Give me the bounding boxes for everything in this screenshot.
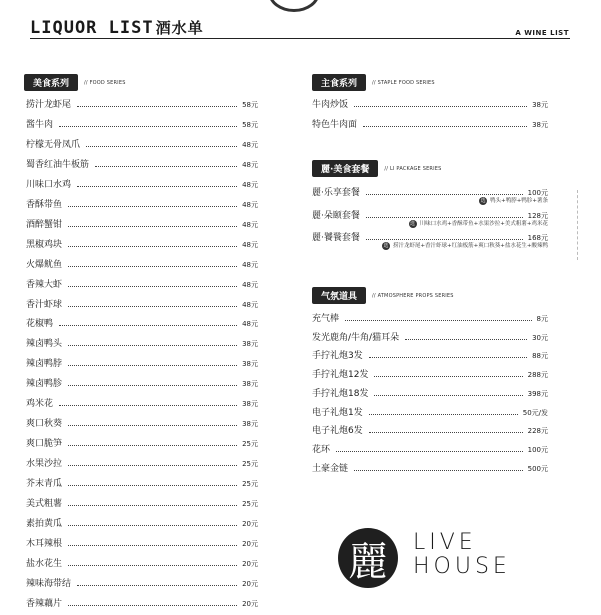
menu-item: [26, 376, 258, 389]
section-label: 主食系列: [312, 74, 366, 91]
select-badge-icon: 选: [480, 197, 486, 204]
menu-item: [312, 330, 548, 343]
menu-item: [312, 442, 548, 455]
item-name: 发光鹿角/牛角/猫耳朵: [312, 332, 400, 343]
item-price: 500元: [527, 464, 548, 473]
item-price: 48元: [242, 320, 258, 329]
menu-item: [312, 97, 548, 110]
dot-leader: [68, 525, 237, 526]
package-note: [479, 196, 548, 205]
item-price: 58元: [242, 101, 258, 109]
menu-item: [26, 217, 258, 230]
side-divider: [577, 190, 578, 260]
dot-leader: [374, 395, 522, 396]
menu-item: [26, 177, 258, 190]
dot-leader: [77, 106, 237, 107]
dot-leader: [68, 266, 237, 267]
menu-item: [26, 456, 258, 469]
dot-leader: [366, 239, 523, 240]
item-price: 48元: [242, 240, 258, 249]
dot-leader: [95, 166, 237, 167]
logo-text-house: HOUSE: [413, 554, 511, 579]
item-price: 48元: [242, 260, 258, 269]
menu-item: [26, 356, 258, 369]
dot-leader: [68, 445, 237, 446]
menu-item: [26, 117, 258, 130]
item-price: 38元: [532, 121, 548, 129]
item-name: 芥末青瓜: [26, 479, 63, 490]
item-name: 手拧礼炮18发: [312, 388, 369, 399]
item-name: 爽口脆笋: [26, 439, 63, 450]
menu-item: [26, 257, 258, 270]
dot-leader: [86, 146, 237, 147]
item-name: 手拧礼炮12发: [312, 370, 369, 381]
dot-leader: [68, 306, 237, 307]
dot-leader: [59, 405, 237, 406]
package-section-header: [312, 160, 442, 177]
section-sub: // LI PACKAGE SERIES: [384, 165, 442, 172]
note-text: 鸭头+鸭脖+鸭胗+薯条: [490, 198, 548, 204]
item-price: 30元: [532, 333, 548, 342]
item-price: 48元: [242, 140, 258, 149]
menu-item: [26, 316, 258, 329]
package-note: [382, 241, 548, 250]
item-price: 25元: [242, 500, 258, 508]
item-price: 20元: [242, 559, 258, 568]
menu-item: [312, 461, 548, 474]
logo-text-live: LIVE: [413, 530, 477, 555]
note-text: 川味口水鸡+香酥带鱼+水果沙拉+美式粗薯+鸡米花: [419, 221, 548, 227]
item-price: 58元: [242, 120, 258, 129]
menu-item: [312, 117, 548, 130]
item-price: 20元: [242, 519, 258, 528]
item-name: 水果沙拉: [26, 459, 63, 470]
item-name: 土豪金链: [312, 463, 349, 474]
item-name: 特色牛肉面: [312, 120, 358, 130]
dot-leader: [68, 385, 237, 386]
dot-leader: [68, 226, 237, 227]
item-price: 48元: [242, 160, 258, 169]
dot-leader: [68, 605, 237, 606]
item-price: 100元: [527, 445, 548, 454]
item-name: 香汁虾球: [26, 299, 63, 310]
dot-leader: [354, 106, 527, 107]
item-name: 爽口秋葵: [26, 419, 63, 430]
item-price: 38元: [242, 420, 258, 429]
dot-leader: [374, 376, 522, 377]
item-price: 168元: [527, 234, 548, 242]
item-name: 素拍黄瓜: [26, 518, 63, 529]
item-name: 花椒鸭: [26, 319, 54, 330]
menu-item: [312, 348, 548, 361]
item-price: 38元: [532, 101, 548, 109]
page-title: [30, 17, 204, 38]
dot-leader: [68, 465, 237, 466]
menu-item: [26, 556, 258, 569]
item-price: 128元: [527, 212, 548, 220]
item-name: 香酥带鱼: [26, 199, 63, 210]
item-name: 美式粗薯: [26, 499, 63, 509]
section-sub: // FOOD SERIES: [84, 79, 126, 86]
item-name: 黑椒鸡块: [26, 239, 63, 250]
item-name: 盐水花生: [26, 558, 63, 569]
item-price: 48元: [242, 220, 258, 229]
item-name: 手拧礼炮3发: [312, 351, 363, 362]
dot-leader: [369, 432, 523, 433]
item-price: 288元: [527, 371, 548, 380]
item-name: 火爆鱿鱼: [26, 259, 63, 270]
select-badge-icon: 选: [383, 242, 389, 249]
item-price: 100元: [527, 189, 548, 197]
item-price: 48元: [242, 180, 258, 189]
dot-leader: [59, 325, 237, 326]
select-badge-icon: 选: [410, 220, 416, 227]
menu-item: [26, 237, 258, 250]
item-name: 牛肉炒饭: [312, 100, 349, 110]
note-text: 捞汁龙虾尾+香汁虾球+红油板筋+爽口秋葵+盐水花生+酸辣鸭: [392, 243, 548, 249]
item-name: 电子礼炮6发: [312, 426, 363, 437]
item-name: 麗·朵颐套餐: [312, 211, 360, 221]
item-name: 辣卤鸭头: [26, 339, 63, 350]
dot-leader: [68, 505, 237, 506]
menu-item: [26, 496, 258, 509]
item-name: 木耳辣根: [26, 538, 63, 549]
menu-item: [26, 576, 258, 589]
item-name: 辣味海带结: [26, 578, 72, 589]
item-name: 电子礼炮1发: [312, 407, 363, 418]
menu-item: [26, 137, 258, 150]
item-price: 20元: [242, 539, 258, 548]
item-name: 充气棒: [312, 314, 340, 324]
item-name: 蜀香红油牛板筋: [26, 159, 90, 170]
item-name: 辣卤鸭脖: [26, 359, 63, 370]
item-name: 麗·饕餮套餐: [312, 233, 360, 243]
dot-leader: [363, 126, 527, 127]
top-arc-decoration: [268, 0, 320, 12]
dot-leader: [77, 585, 237, 586]
dot-leader: [68, 425, 237, 426]
menu-item: [26, 516, 258, 529]
item-price: 398元: [527, 389, 548, 398]
logo-glyph: 麗: [348, 538, 388, 585]
menu-item: [26, 476, 258, 489]
section-label: 气氛道具: [312, 287, 366, 304]
dot-leader: [59, 126, 237, 127]
dot-leader: [366, 194, 523, 195]
menu-item: [26, 336, 258, 349]
menu-item: [26, 596, 258, 609]
item-price: 48元: [242, 200, 258, 209]
section-sub: // STAPLE FOOD SERIES: [372, 79, 435, 86]
dot-leader: [68, 545, 237, 546]
header-divider: [30, 38, 570, 39]
props-section-header: [312, 287, 454, 304]
item-name: 花环: [312, 444, 331, 455]
title-zh: 酒水单: [155, 19, 204, 37]
dot-leader: [68, 206, 237, 207]
item-price: 38元: [242, 360, 258, 369]
menu-item: [312, 367, 548, 380]
menu-item: [26, 297, 258, 310]
staple-section-header: [312, 74, 435, 91]
item-price: 38元: [242, 400, 258, 409]
package-note: [409, 219, 548, 228]
title-en: LIQUOR LIST: [30, 18, 154, 38]
dot-leader: [68, 286, 237, 287]
dot-leader: [68, 246, 237, 247]
item-price: 228元: [527, 427, 548, 436]
item-price: 25元: [242, 460, 258, 469]
section-label: 麗·美食套餐: [312, 160, 378, 177]
menu-item: [26, 277, 258, 290]
dot-leader: [369, 414, 518, 415]
menu-item: [26, 536, 258, 549]
item-price: 48元: [242, 300, 258, 309]
menu-item: [312, 423, 548, 436]
menu-item: [26, 416, 258, 429]
item-price: 20元: [242, 599, 258, 608]
dot-leader: [68, 345, 237, 346]
menu-item: [312, 311, 548, 324]
section-label: 美食系列: [24, 74, 78, 91]
dot-leader: [68, 565, 237, 566]
item-name: 酱牛肉: [26, 119, 54, 130]
item-name: 鸡米花: [26, 399, 54, 410]
menu-item: [26, 157, 258, 170]
item-price: 48元: [242, 280, 258, 289]
item-price: 20元: [242, 579, 258, 588]
menu-item: [312, 386, 548, 399]
item-price: 25元: [242, 440, 258, 449]
item-name: 香辣大虾: [26, 279, 63, 290]
menu-item: [26, 436, 258, 449]
item-name: 麗·乐享套餐: [312, 188, 360, 198]
dot-leader: [354, 470, 523, 471]
header-tag: A WINE LIST: [515, 29, 569, 37]
item-price: 38元: [242, 340, 258, 349]
item-price: 88元: [532, 352, 548, 361]
dot-leader: [405, 339, 527, 340]
dot-leader: [68, 365, 237, 366]
menu-item: [26, 396, 258, 409]
item-name: 捞汁龙虾尾: [26, 100, 72, 110]
food-section-header: [24, 74, 126, 91]
item-price: 8元: [536, 315, 548, 323]
item-price: 38元: [242, 380, 258, 389]
dot-leader: [345, 320, 532, 321]
dot-leader: [366, 217, 523, 218]
item-name: 香辣藕片: [26, 598, 63, 609]
item-price: 50元/发: [522, 408, 548, 417]
dot-leader: [68, 485, 237, 486]
item-name: 辣卤鸭胗: [26, 379, 63, 390]
menu-item: [26, 197, 258, 210]
dot-leader: [336, 451, 523, 452]
menu-item: [312, 405, 548, 418]
item-name: 柠檬无骨凤爪: [26, 139, 81, 150]
dot-leader: [77, 186, 237, 187]
item-name: 川味口水鸡: [26, 179, 72, 190]
dot-leader: [369, 357, 527, 358]
item-name: 酒醉蟹钳: [26, 219, 63, 230]
section-sub: // ATMOSPHERE PROPS SERIES: [372, 292, 454, 299]
item-price: 25元: [242, 480, 258, 489]
live-house-logo-icon: [338, 528, 398, 588]
menu-item: [26, 97, 258, 110]
